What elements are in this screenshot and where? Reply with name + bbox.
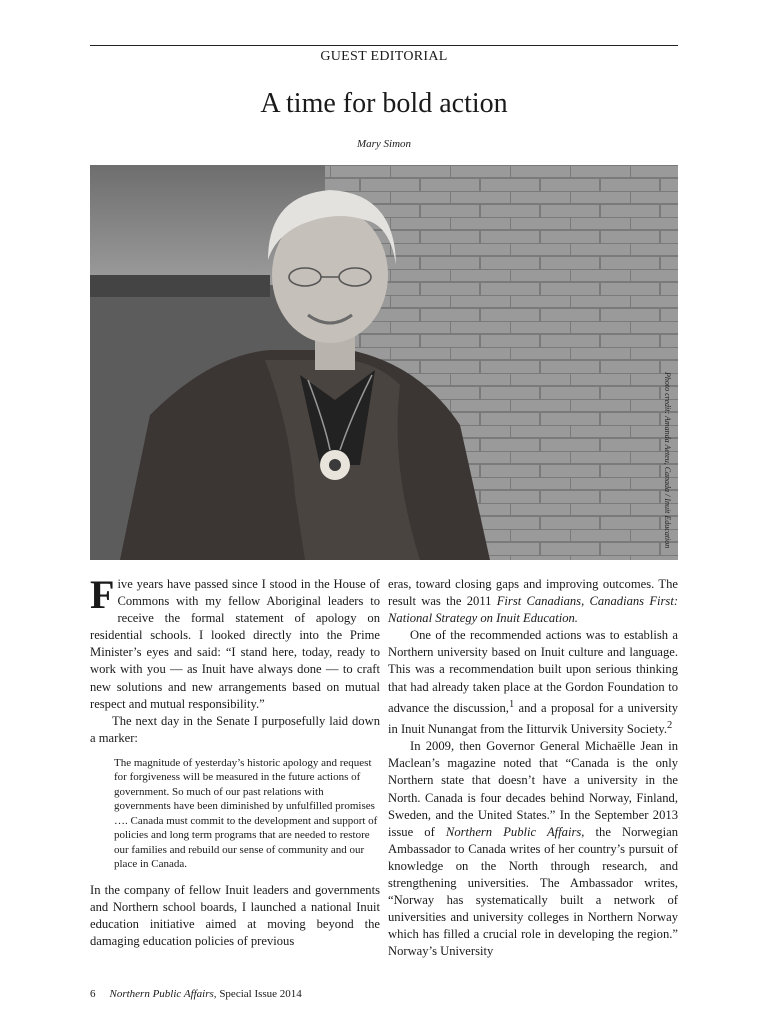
body-text: In 2009, then Governor General Michaëlle Jean in Maclean’s magazine noted that “Canada is the only Northern state that doesn’t have a university in the North. Canada is four decades behind Norway, Finland, Sweden, and the United States.” In the September 2013 issue of — [388, 739, 678, 839]
header-rule — [90, 45, 678, 46]
body-paragraph: The next day in the Senate I purposefully laid down a marker: — [90, 713, 380, 745]
journal-name: Northern Public Affairs, — [109, 988, 217, 1000]
author-byline: Mary Simon — [356, 138, 412, 150]
author-photo — [90, 165, 678, 560]
body-text: eras, toward closing gaps and improving outcomes. The result was the 2011 — [388, 577, 678, 609]
body-paragraph: In the company of fellow Inuit leaders and governments and Northern school boards, I launched a national Inuit education initiative aimed at moving beyond the damaging education policies of previous — [90, 882, 380, 949]
body-paragraph — [388, 738, 678, 960]
footnote-marker: 2 — [667, 719, 673, 731]
left-column — [90, 572, 380, 950]
right-column — [388, 576, 678, 960]
opening-paragraph-text: ive years have passed since I stood in the House of Commons with my fellow Aboriginal leaders to receive the formal statement of apology on residential schools. I looked directly into the Prime Minister’s eyes and said: “I stand here, today, ready to work with you — as Inuit have always done — to craft new solutions and new arrangements based on mutual respect and mutual responsibility.” — [90, 577, 380, 711]
photo-credit: Photo credit: Amanda Aeteu, Canada / Inuit Education — [663, 372, 672, 549]
body-text: and a proposal for a university in Inuit Nunangat from the Iitturvik University Society. — [388, 700, 678, 737]
page-number: 6 — [90, 988, 96, 1000]
strategy-title: First Canadians, Canadians First: National Strategy on Inuit Education. — [388, 594, 679, 626]
opening-paragraph — [90, 572, 380, 713]
body-paragraph — [388, 576, 678, 627]
block-quote: The magnitude of yesterday’s historic apology and request for forgiveness will be measured in the future actions of government. So much of our past relations with governments have been diminished by unfulfilled promises …. Canada must commit to the development and support of policies and long term programs that are needed to restore our families and rebuild our sense of community and our place in Canada. — [114, 756, 378, 871]
journal-reference: Northern Public Affairs, — [445, 824, 585, 839]
body-text: the Norwegian Ambassador to Canada writes of her country’s pursuit of knowledge on the North through research, and strengthening universities. The Ambassador writes, “Norway has systematically built a network of universities and university colleges in Northern Norway which has filled a crucial role in developing the region.” Norway’s University — [388, 824, 678, 959]
footnote-marker: 1 — [508, 698, 515, 710]
body-text: One of the recommended actions was to establish a Northern university based on Inuit culture and language. This was a recommendation built upon serious thinking that had already taken place at the Gordon Foundation to advance the discussion, — [388, 628, 678, 715]
article-title: A time for bold action — [260, 88, 508, 119]
body-paragraph — [388, 627, 678, 738]
page-footer — [90, 988, 302, 1000]
issue-label: Special Issue 2014 — [216, 988, 302, 1000]
drop-cap: F — [90, 572, 115, 617]
portrait-illustration — [90, 165, 678, 560]
section-label: GUEST EDITORIAL — [320, 49, 448, 64]
